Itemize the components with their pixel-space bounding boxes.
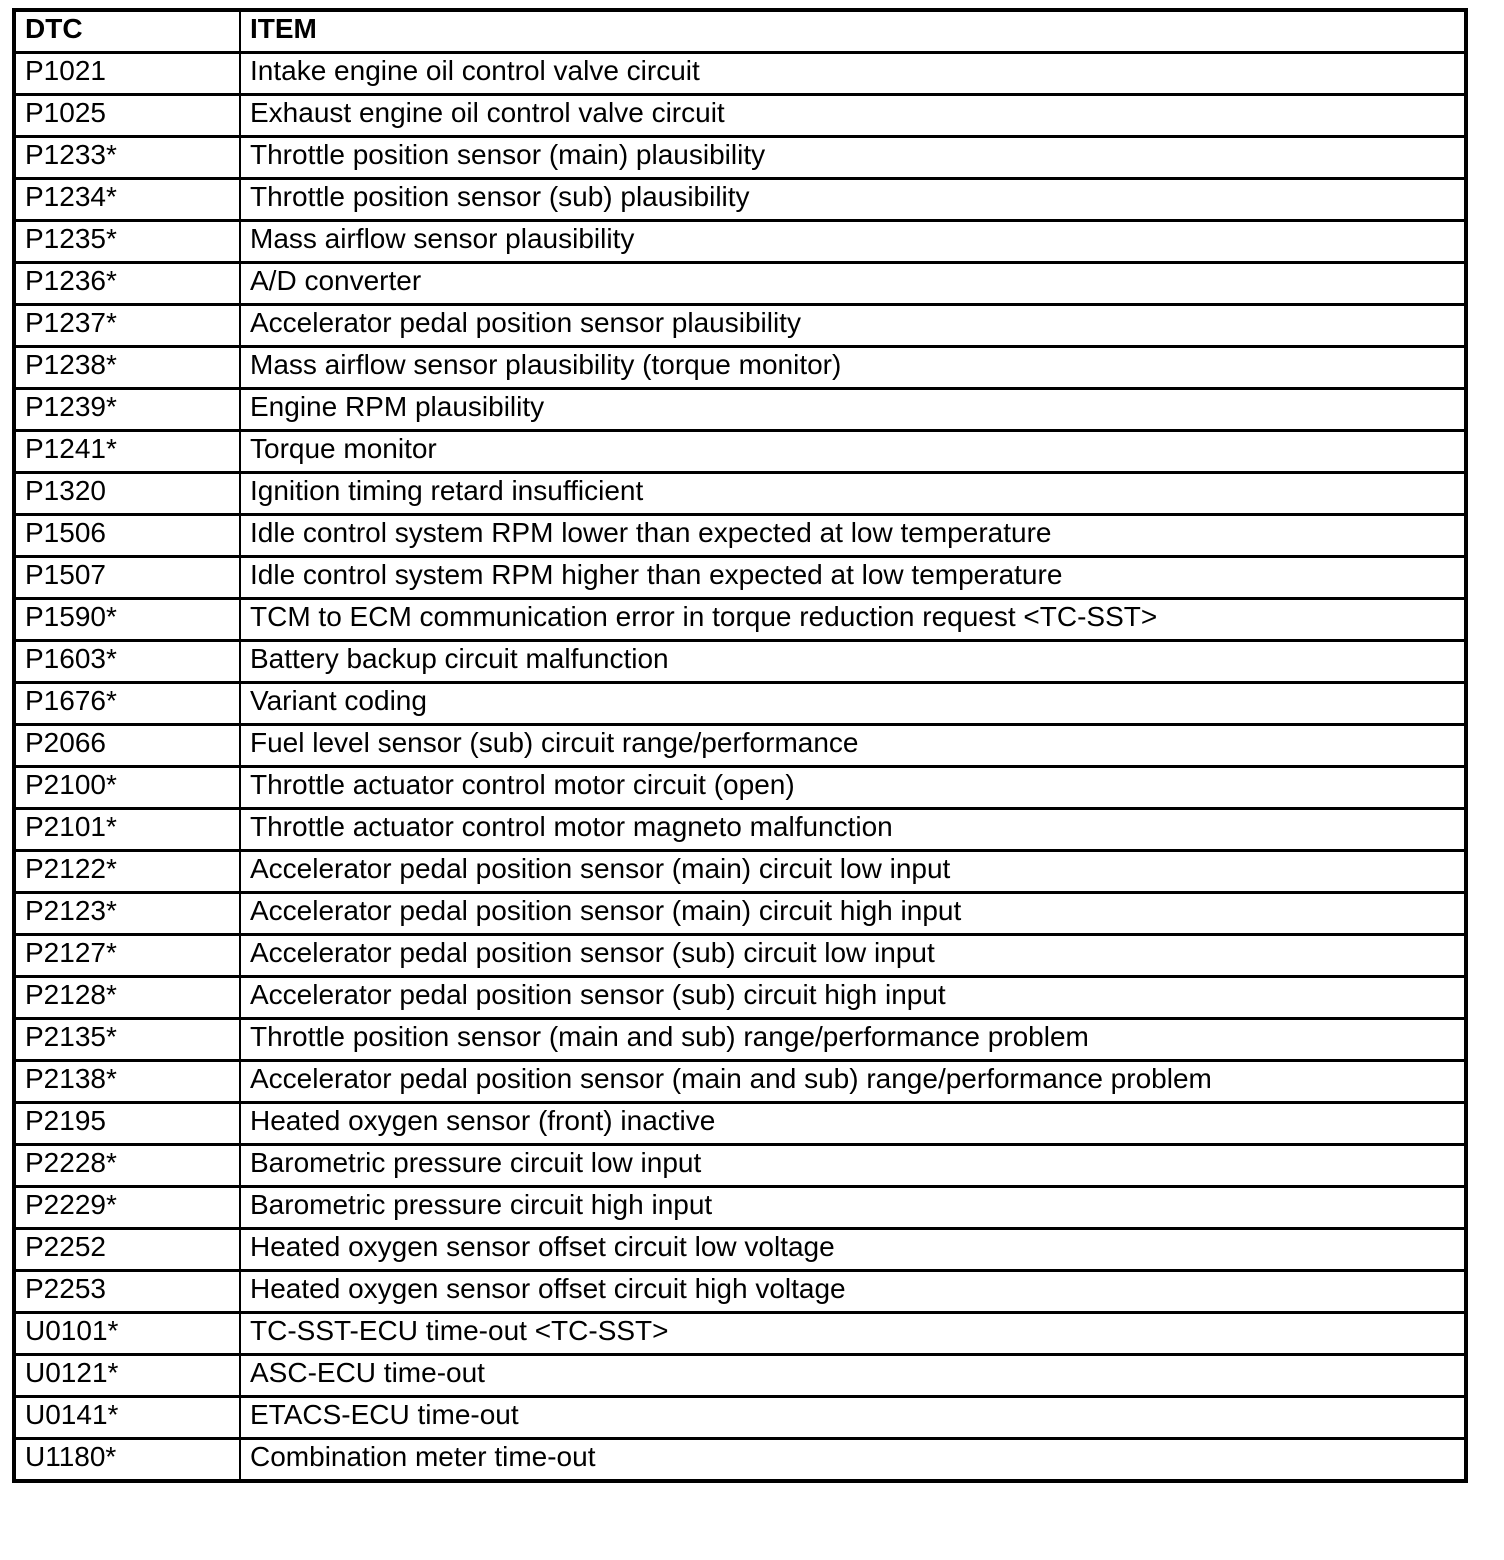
table-row (14, 1355, 1466, 1397)
dtc-code-cell: P1233* (14, 137, 240, 179)
dtc-code-cell: P1320 (14, 473, 240, 515)
table-row (14, 137, 1466, 179)
table-row (14, 95, 1466, 137)
dtc-code-cell: P1235* (14, 221, 240, 263)
table-row (14, 53, 1466, 95)
item-description-cell: Fuel level sensor (sub) circuit range/performance (240, 725, 1466, 767)
table-row (14, 179, 1466, 221)
table-row (14, 1061, 1466, 1103)
item-description-cell: Heated oxygen sensor offset circuit high voltage (240, 1271, 1466, 1313)
table-row (14, 809, 1466, 851)
table-row (14, 641, 1466, 683)
table-row (14, 347, 1466, 389)
table-row (14, 1313, 1466, 1355)
dtc-code-cell: P1239* (14, 389, 240, 431)
dtc-code-cell: P1676* (14, 683, 240, 725)
item-description-cell: Variant coding (240, 683, 1466, 725)
dtc-code-cell: P2128* (14, 977, 240, 1019)
table-row (14, 1229, 1466, 1271)
dtc-code-cell: U0141* (14, 1397, 240, 1439)
dtc-code-cell: P1237* (14, 305, 240, 347)
item-description-cell: Battery backup circuit malfunction (240, 641, 1466, 683)
table-row (14, 1439, 1466, 1482)
dtc-code-cell: P2253 (14, 1271, 240, 1313)
table-row (14, 1019, 1466, 1061)
item-description-cell: A/D converter (240, 263, 1466, 305)
item-description-cell: TCM to ECM communication error in torque reduction request <TC-SST> (240, 599, 1466, 641)
dtc-code-cell: P1236* (14, 263, 240, 305)
item-description-cell: Barometric pressure circuit high input (240, 1187, 1466, 1229)
item-description-cell: Idle control system RPM lower than expected at low temperature (240, 515, 1466, 557)
table-row (14, 557, 1466, 599)
item-description-cell: Heated oxygen sensor (front) inactive (240, 1103, 1466, 1145)
column-header-item: ITEM (240, 10, 1466, 53)
dtc-code-cell: P1238* (14, 347, 240, 389)
table-row (14, 473, 1466, 515)
dtc-code-cell: P2228* (14, 1145, 240, 1187)
item-description-cell: Accelerator pedal position sensor (sub) circuit low input (240, 935, 1466, 977)
item-description-cell: Mass airflow sensor plausibility (torque monitor) (240, 347, 1466, 389)
table-row (14, 599, 1466, 641)
item-description-cell: Throttle actuator control motor magneto malfunction (240, 809, 1466, 851)
item-description-cell: Engine RPM plausibility (240, 389, 1466, 431)
table-row (14, 1103, 1466, 1145)
dtc-code-cell: P1603* (14, 641, 240, 683)
item-description-cell: Accelerator pedal position sensor (main and sub) range/performance problem (240, 1061, 1466, 1103)
dtc-code-cell: P1506 (14, 515, 240, 557)
item-description-cell: Combination meter time-out (240, 1439, 1466, 1482)
table-row (14, 851, 1466, 893)
table-row (14, 1271, 1466, 1313)
table-row (14, 221, 1466, 263)
dtc-code-cell: P2135* (14, 1019, 240, 1061)
dtc-code-cell: U0121* (14, 1355, 240, 1397)
dtc-code-cell: P1021 (14, 53, 240, 95)
column-header-dtc: DTC (14, 10, 240, 53)
item-description-cell: Throttle position sensor (main and sub) range/performance problem (240, 1019, 1466, 1061)
table-row (14, 893, 1466, 935)
dtc-code-cell: P2252 (14, 1229, 240, 1271)
table-row (14, 1187, 1466, 1229)
item-description-cell: Exhaust engine oil control valve circuit (240, 95, 1466, 137)
dtc-code-cell: P2101* (14, 809, 240, 851)
dtc-code-cell: P1590* (14, 599, 240, 641)
dtc-code-cell: P1025 (14, 95, 240, 137)
item-description-cell: Ignition timing retard insufficient (240, 473, 1466, 515)
table-row (14, 305, 1466, 347)
item-description-cell: TC-SST-ECU time-out <TC-SST> (240, 1313, 1466, 1355)
item-description-cell: ETACS-ECU time-out (240, 1397, 1466, 1439)
dtc-code-cell: U1180* (14, 1439, 240, 1482)
table-row (14, 935, 1466, 977)
dtc-code-cell: P2123* (14, 893, 240, 935)
dtc-code-cell: P2229* (14, 1187, 240, 1229)
table-row (14, 683, 1466, 725)
dtc-code-cell: P2122* (14, 851, 240, 893)
table-row (14, 977, 1466, 1019)
dtc-code-cell: P2100* (14, 767, 240, 809)
item-description-cell: Accelerator pedal position sensor plausibility (240, 305, 1466, 347)
table-row (14, 725, 1466, 767)
dtc-code-cell: P1241* (14, 431, 240, 473)
table-header-row (14, 10, 1466, 53)
item-description-cell: Throttle position sensor (sub) plausibility (240, 179, 1466, 221)
item-description-cell: Accelerator pedal position sensor (sub) circuit high input (240, 977, 1466, 1019)
item-description-cell: Heated oxygen sensor offset circuit low voltage (240, 1229, 1466, 1271)
item-description-cell: Throttle position sensor (main) plausibility (240, 137, 1466, 179)
item-description-cell: Throttle actuator control motor circuit (open) (240, 767, 1466, 809)
table-row (14, 1145, 1466, 1187)
dtc-code-cell: P2127* (14, 935, 240, 977)
table-row (14, 1397, 1466, 1439)
item-description-cell: Torque monitor (240, 431, 1466, 473)
dtc-code-cell: P1234* (14, 179, 240, 221)
dtc-code-cell: P2138* (14, 1061, 240, 1103)
item-description-cell: Idle control system RPM higher than expected at low temperature (240, 557, 1466, 599)
item-description-cell: Accelerator pedal position sensor (main) circuit high input (240, 893, 1466, 935)
table-row (14, 263, 1466, 305)
table-row (14, 767, 1466, 809)
dtc-code-cell: U0101* (14, 1313, 240, 1355)
dtc-code-cell: P1507 (14, 557, 240, 599)
dtc-table (12, 8, 1468, 1483)
table-row (14, 389, 1466, 431)
item-description-cell: ASC-ECU time-out (240, 1355, 1466, 1397)
item-description-cell: Intake engine oil control valve circuit (240, 53, 1466, 95)
item-description-cell: Accelerator pedal position sensor (main) circuit low input (240, 851, 1466, 893)
dtc-code-cell: P2066 (14, 725, 240, 767)
item-description-cell: Barometric pressure circuit low input (240, 1145, 1466, 1187)
item-description-cell: Mass airflow sensor plausibility (240, 221, 1466, 263)
dtc-table-body (14, 53, 1466, 1482)
table-row (14, 515, 1466, 557)
table-row (14, 431, 1466, 473)
dtc-code-cell: P2195 (14, 1103, 240, 1145)
